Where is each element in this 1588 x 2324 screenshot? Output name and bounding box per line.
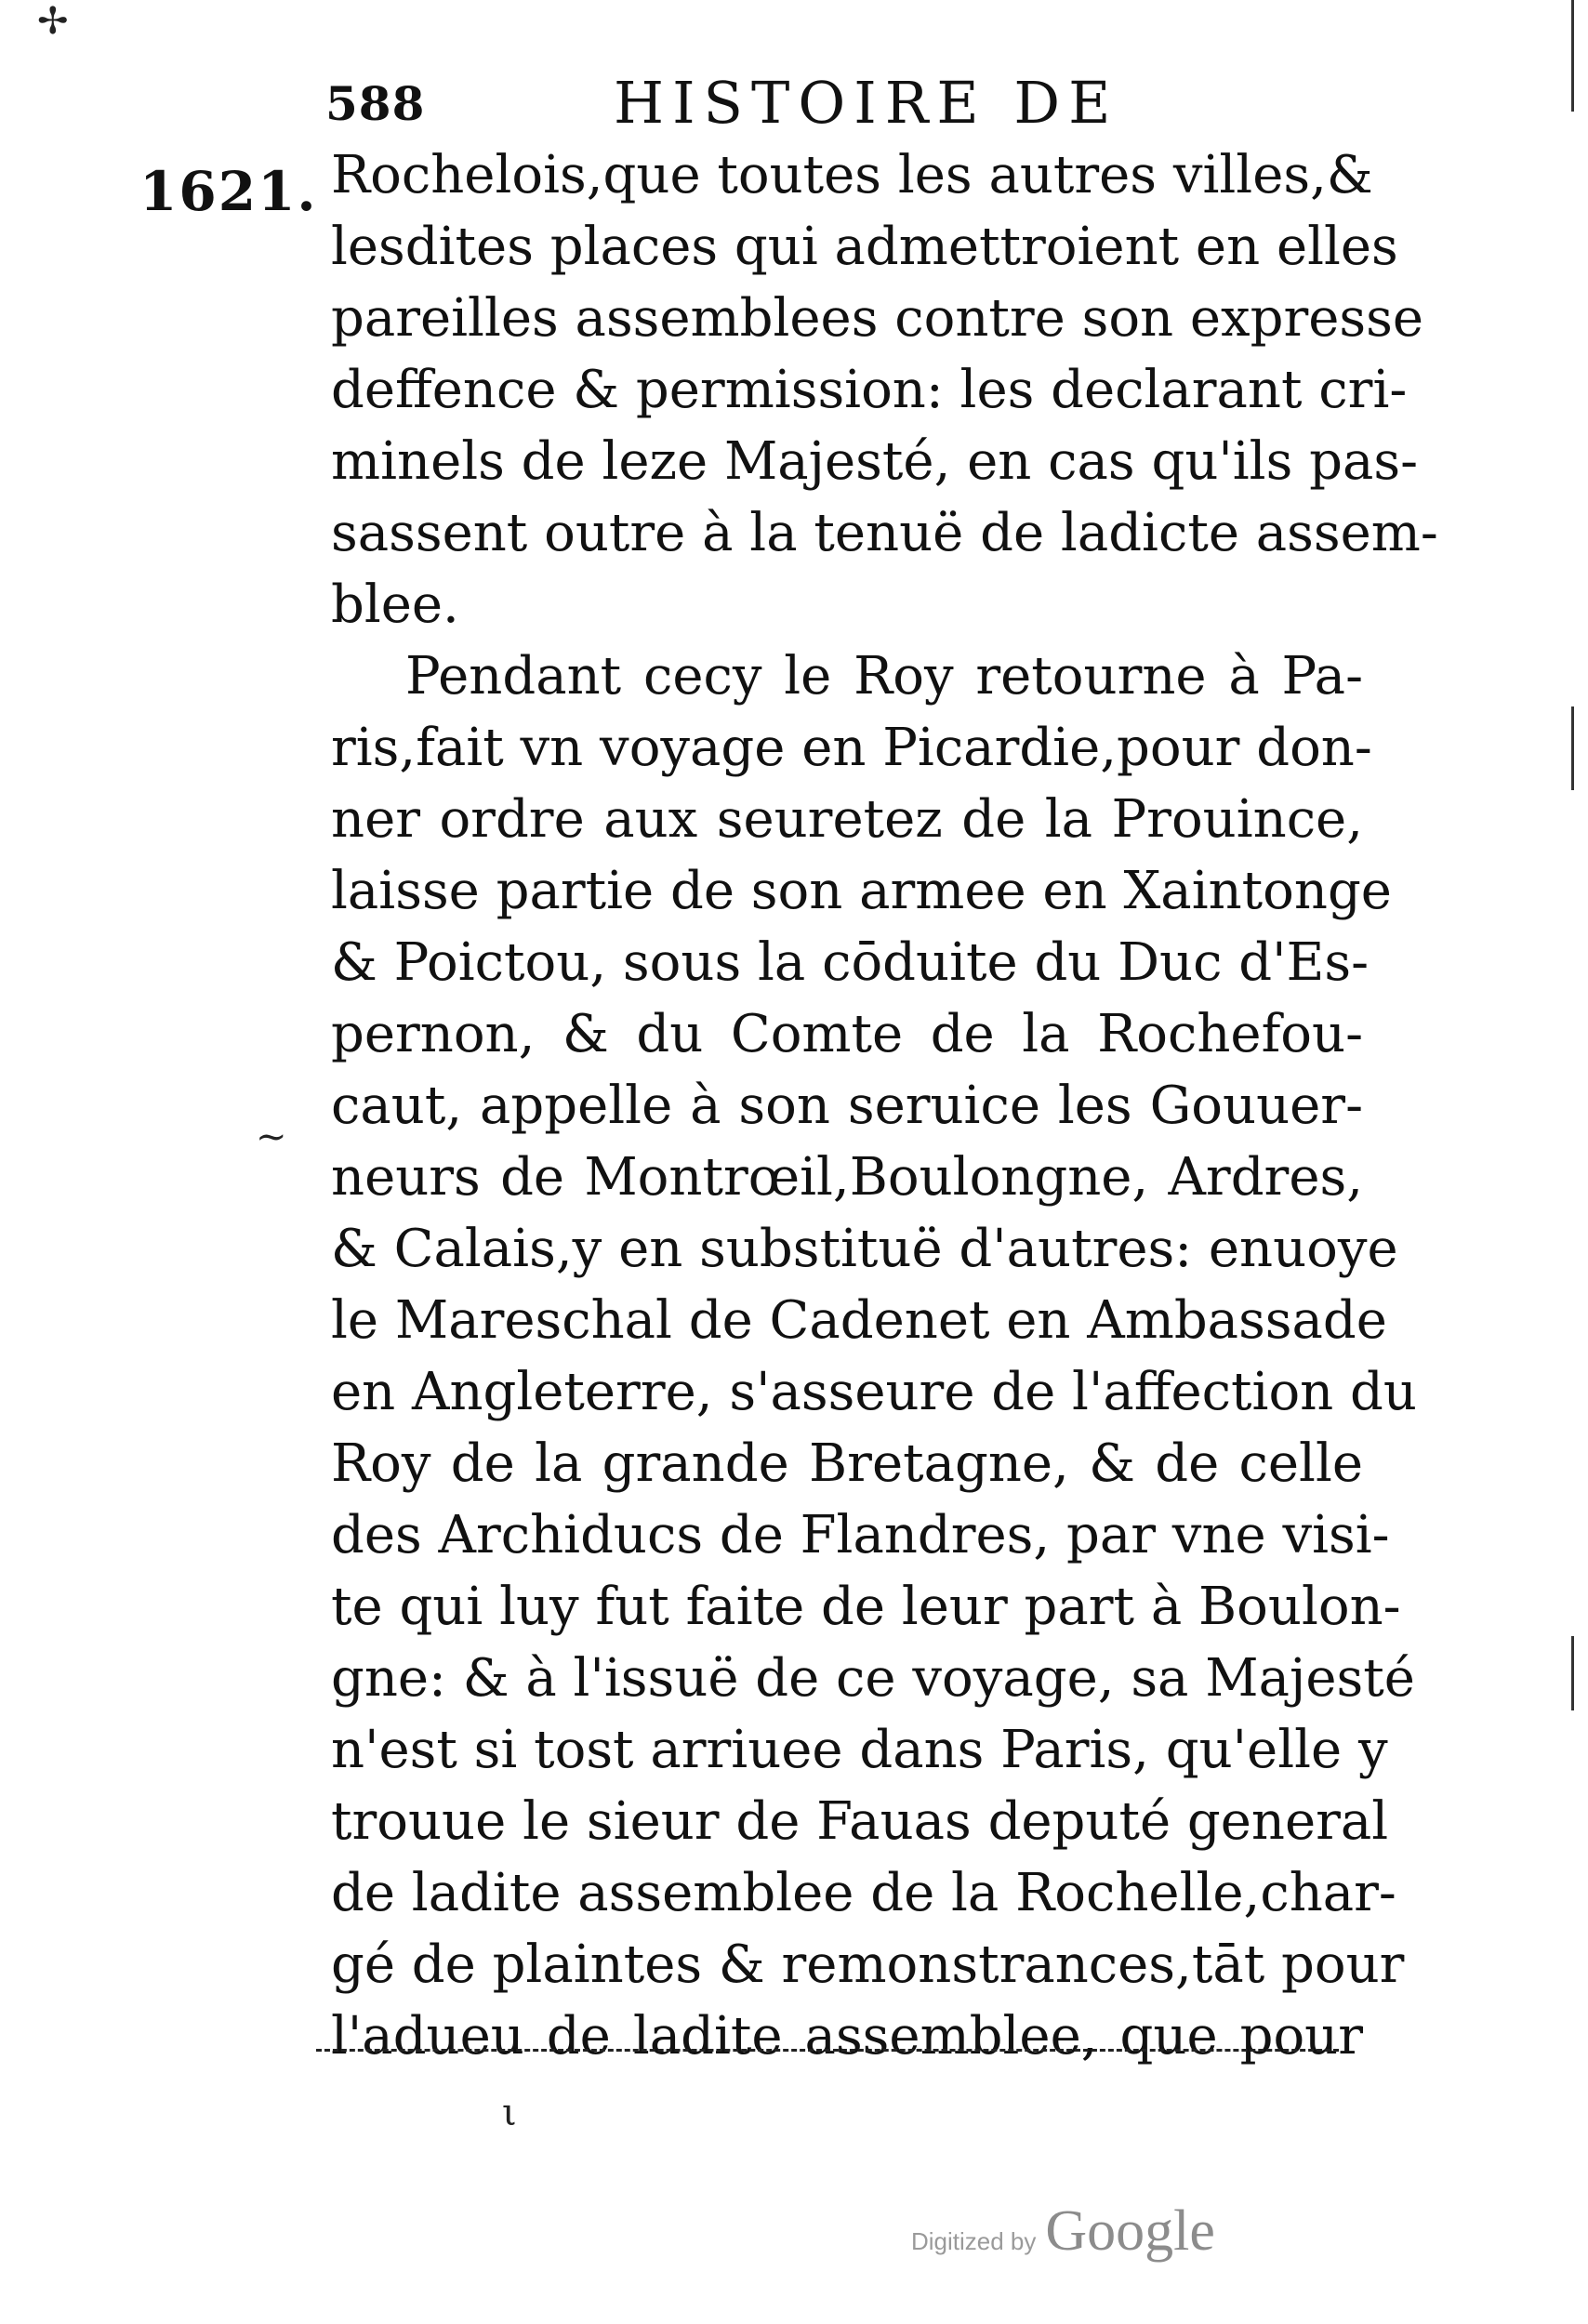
page-edge-line	[1571, 706, 1574, 790]
page-number: 588	[325, 76, 426, 131]
watermark-prefix: Digitized by	[911, 2227, 1037, 2255]
digitization-watermark	[911, 2199, 1215, 2265]
text-line: & Calais,y en substituë d'autres: enuoye	[331, 1219, 1398, 1279]
text-line: neurs de Montrœil,Boulongne, Ardres,	[331, 1147, 1363, 1208]
text-line: blee.	[331, 574, 459, 635]
text-line: & Poictou, sous la cōduite du Duc d'Es-	[331, 932, 1370, 993]
page-edge-line	[1571, 1636, 1574, 1710]
text-line: le Mareschal de Cadenet en Ambassade	[331, 1290, 1387, 1351]
text-line: ris,fait vn voyage en Picardie,pour don-	[331, 718, 1372, 778]
text-line: gé de plaintes & remonstrances,tāt pour	[331, 1934, 1405, 1995]
margin-year: 1621.	[139, 160, 318, 223]
body-text	[331, 139, 1438, 2072]
text-line: deffence & permission: les declarant cri-	[331, 360, 1408, 420]
text-line: n'est si tost arriuee dans Paris, qu'elle y	[331, 1720, 1388, 1780]
stray-mark: ~	[256, 1116, 287, 1158]
text-line: Roy de la grande Bretagne, & de celle	[331, 1433, 1363, 1494]
text-line: pareilles assemblees contre son expresse	[331, 288, 1424, 349]
text-line: caut, appelle à son seruice les Gouuer-	[331, 1076, 1363, 1136]
stray-mark: ι	[502, 2092, 517, 2134]
text-line: pernon, & du Comte de la Rochefou-	[331, 1004, 1363, 1064]
bottom-rule	[316, 2049, 1339, 2052]
text-line: l'adueu de ladite assemblee, que pour	[331, 2006, 1363, 2067]
paragraph-start-line: Pendant cecy le Roy retourne à Pa-	[405, 646, 1363, 706]
text-line: des Archiducs de Flandres, par vne visi-	[331, 1505, 1390, 1565]
text-line: en Angleterre, s'asseure de l'affection du	[331, 1362, 1417, 1422]
text-line: gne: & à l'issuë de ce voyage, sa Majesté	[331, 1648, 1415, 1709]
google-logo: Google	[1045, 2199, 1215, 2263]
text-line: lesdites places qui admettroient en elles	[331, 217, 1398, 277]
text-line: de ladite assemblee de la Rochelle,char-	[331, 1863, 1396, 1923]
text-line: sassent outre à la tenuë de ladicte assem-	[331, 503, 1438, 563]
text-line: Rochelois,que toutes les autres villes,&	[331, 145, 1373, 205]
stray-mark: ✢	[37, 0, 69, 43]
text-line: minels de leze Majesté, en cas qu'ils pas-	[331, 431, 1419, 492]
page-edge-line	[1571, 0, 1574, 112]
text-line: te qui luy fut faite de leur part à Boulon-	[331, 1577, 1401, 1637]
running-head: HISTOIRE DE	[614, 69, 1119, 137]
text-line: ner ordre aux seuretez de la Prouince,	[331, 789, 1363, 850]
text-line: trouue le sieur de Fauas deputé general	[331, 1791, 1389, 1852]
text-line: laisse partie de son armee en Xaintonge	[331, 861, 1392, 921]
